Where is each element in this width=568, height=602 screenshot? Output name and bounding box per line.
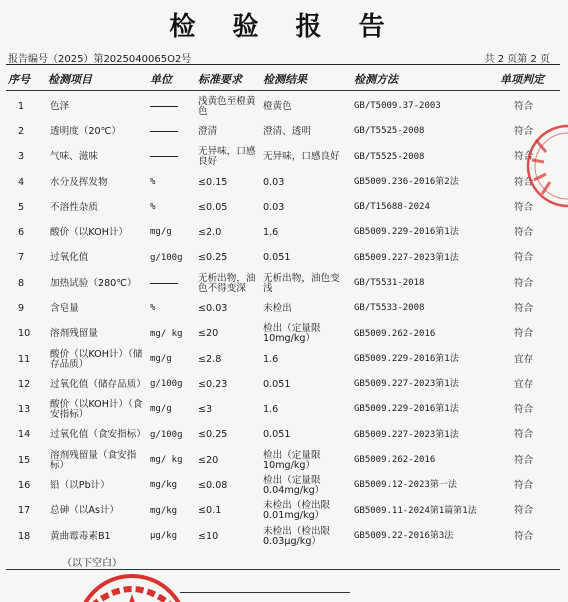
row-result: 未检出 [263,302,292,314]
row-item: 黄曲霉毒素B1 [50,530,111,542]
row-unit: mg/kg [150,480,178,491]
row-requirement: 无析出物，油色不得变深 [198,272,256,294]
row-no: 17 [18,505,31,517]
row-requirement: 浅黄色至橙黄色 [198,95,256,117]
row-method: GB5009.227-2023第1法 [354,252,459,263]
blank-below-note: （以下空白） [62,558,122,569]
row-method: GB5009.229-2016第1法 [354,404,459,415]
row-result: 1.6 [263,353,279,365]
row-verdict: 符合 [514,252,534,264]
row-requirement: ≤10 [198,530,219,542]
header-method: 检测方法 [354,73,398,86]
row-result: 未检出（检出限0.01mg/kg） [263,500,331,522]
row-unit: g/100g [150,252,183,263]
table-row [0,524,568,549]
row-item: 溶剂残留量 [50,328,98,340]
row-no: 9 [18,302,25,314]
row-requirement: ≤0.03 [198,302,228,314]
table-row [0,322,568,347]
row-requirement: ≤0.25 [198,252,228,264]
row-requirement: ≤0.05 [198,201,228,213]
row-unit [150,94,194,119]
row-method: GB5009.229-2016第1法 [354,227,459,238]
row-item: 总砷（以As计） [50,505,120,517]
row-method: GB5009.229-2016第1法 [354,353,459,364]
row-item: 酸价（以KOH计）（食安指标） [50,399,143,421]
row-no: 13 [18,404,31,416]
row-result: 橙黄色 [263,100,292,112]
not-applicable-dash [150,106,178,108]
header-result: 检测结果 [263,73,307,86]
row-unit: mg/ kg [150,328,183,339]
row-result: 澄清、透明 [263,125,311,137]
row-no: 16 [18,480,31,492]
row-result: 1.6 [263,227,279,239]
table-row [0,220,568,245]
table-row [0,473,568,498]
row-unit: % [150,202,156,213]
row-no: 3 [18,151,25,163]
row-unit: μg/kg [150,530,178,541]
row-verdict: 符合 [514,505,534,517]
row-requirement: ≤0.25 [198,429,228,441]
row-result: 无析出物，油色变浅 [263,272,340,294]
row-item: 加热试验（280℃） [50,277,137,289]
table-row [0,499,568,524]
row-unit: % [150,303,156,314]
row-item: 水分及挥发物 [50,176,108,188]
table-row [0,195,568,220]
row-method: GB/T15688-2024 [354,202,430,213]
row-requirement: 澄清 [198,125,218,137]
table-row [0,296,568,321]
row-item: 酸价（以KOH计） [50,227,129,239]
row-method: GB/T5009.37-2003 [354,100,441,111]
inspection-seal-right [506,120,568,212]
table-row [0,119,568,144]
row-no: 7 [18,252,25,264]
row-no: 14 [18,429,31,441]
table-row [0,448,568,473]
row-no: 4 [18,176,25,188]
header-verdict: 单项判定 [500,73,544,86]
row-result: 检出（定量限10mg/kg） [263,323,321,345]
row-method: GB5009.262-2016 [354,455,436,466]
row-method: GB5009.227-2023第1法 [354,429,459,440]
row-item: 透明度（20℃） [50,125,121,137]
row-unit: g/100g [150,379,183,390]
header-unit: 单位 [150,73,172,86]
header-no: 序号 [8,73,30,86]
row-verdict: 符合 [514,454,534,466]
table-row [0,372,568,397]
not-applicable-dash [150,283,178,285]
table-row [0,170,568,195]
row-no: 11 [18,353,31,365]
row-item: 过氧化值（储存品质） [50,378,146,390]
row-verdict: 符合 [514,125,534,137]
row-no: 5 [18,201,25,213]
row-item: 酸价（以KOH计）（储存品质） [50,348,143,370]
row-no: 8 [18,277,25,289]
table-top-rule [6,64,560,65]
row-item: 过氧化值 [50,252,89,264]
table-row [0,94,568,119]
row-result: 检出（定量限0.04mg/kg） [263,475,325,497]
row-item: 铅（以Pb计） [50,480,110,492]
row-method: GB5009.236-2016第2法 [354,176,459,187]
row-requirement: 无异味，口感良好 [198,146,256,168]
report-title: 检 验 报 告 [169,12,399,42]
row-requirement: ≤3 [198,404,213,416]
row-method: GB5009.12-2023第一法 [354,480,457,491]
row-method: GB/T5531-2018 [354,278,425,288]
row-no: 1 [18,100,25,112]
report-number: 报告编号（2025）第2025040065O2号 [8,54,192,65]
row-requirement: ≤2.0 [198,227,222,239]
row-unit [150,145,194,170]
row-unit [150,119,194,144]
row-method: GB5009.227-2023第1法 [354,379,459,390]
row-no: 2 [18,125,25,137]
row-item: 过氧化值（食安指标） [50,429,146,441]
table-row [0,398,568,423]
table-row [0,271,568,296]
row-method: GB5009.22-2016第3法 [354,530,454,541]
row-result: 0.03 [263,201,285,213]
row-verdict: 符合 [514,404,534,416]
row-verdict: 符合 [514,429,534,441]
row-verdict: 符合 [514,302,534,314]
row-item: 含皂量 [50,302,79,314]
row-verdict: 符合 [514,277,534,289]
row-item: 溶剂残留量（食安指标） [50,449,137,471]
row-unit: mg/kg [150,505,178,516]
row-result: 无异味，口感良好 [263,151,340,163]
row-method: GB5009.262-2016 [354,328,436,339]
row-no: 6 [18,227,25,239]
row-verdict: 符合 [514,227,534,239]
row-unit: g/100g [150,429,183,440]
row-unit: mg/g [150,227,172,238]
row-result: 0.051 [263,429,291,441]
row-requirement: ≤0.15 [198,176,228,188]
row-no: 10 [18,328,31,340]
table-row [0,423,568,448]
row-no: 12 [18,378,31,390]
row-result: 未检出（检出限0.03μg/kg） [263,525,331,547]
table-row [0,347,568,372]
row-method: GB/T5525-2008 [354,151,425,162]
row-method: GB5009.11-2024第1篇第1法 [354,505,477,516]
table-bottom-rule [6,569,560,570]
row-item: 色泽 [50,100,70,112]
row-unit: % [150,176,156,187]
row-requirement: ≤20 [198,328,219,340]
row-no: 15 [18,454,31,466]
row-verdict: 宜存 [514,353,534,365]
table-header [0,66,568,90]
not-applicable-dash [150,156,178,158]
row-requirement: ≤2.8 [198,353,222,365]
not-applicable-dash [150,131,178,133]
row-verdict: 符合 [514,328,534,340]
header-requirement: 标准要求 [198,73,242,86]
table-row [0,246,568,271]
row-requirement: ≤20 [198,454,219,466]
row-verdict: 符合 [514,480,534,492]
row-result: 0.051 [263,252,291,264]
signature-line [180,592,350,593]
row-result: 1.6 [263,404,279,416]
row-result: 检出（定量限10mg/kg） [263,449,321,471]
row-method: GB/T5533-2008 [354,303,425,314]
table-body [0,94,568,549]
table-row [0,145,568,170]
row-unit: mg/ kg [150,455,183,466]
row-verdict: 宜存 [514,378,534,390]
row-result: 0.03 [263,176,285,188]
row-verdict: 符合 [514,100,534,112]
row-unit: mg/g [150,404,172,415]
page-indicator: 共 2 页第 2 页 [484,54,550,65]
row-verdict: 符合 [514,176,534,188]
row-verdict: 符合 [514,151,534,163]
row-no: 18 [18,530,31,542]
row-method: GB/T5525-2008 [354,126,425,137]
row-requirement: ≤0.1 [198,505,222,517]
row-verdict: 符合 [514,201,534,213]
row-unit: mg/g [150,353,172,364]
row-requirement: ≤0.23 [198,378,228,390]
row-item: 气味、滋味 [50,151,98,163]
row-unit [150,271,194,296]
row-item: 不溶性杂质 [50,201,98,213]
row-result: 0.051 [263,378,291,390]
table-header-rule [6,90,560,91]
row-requirement: ≤0.08 [198,480,228,492]
header-item: 检测项目 [48,73,92,86]
row-verdict: 符合 [514,530,534,542]
